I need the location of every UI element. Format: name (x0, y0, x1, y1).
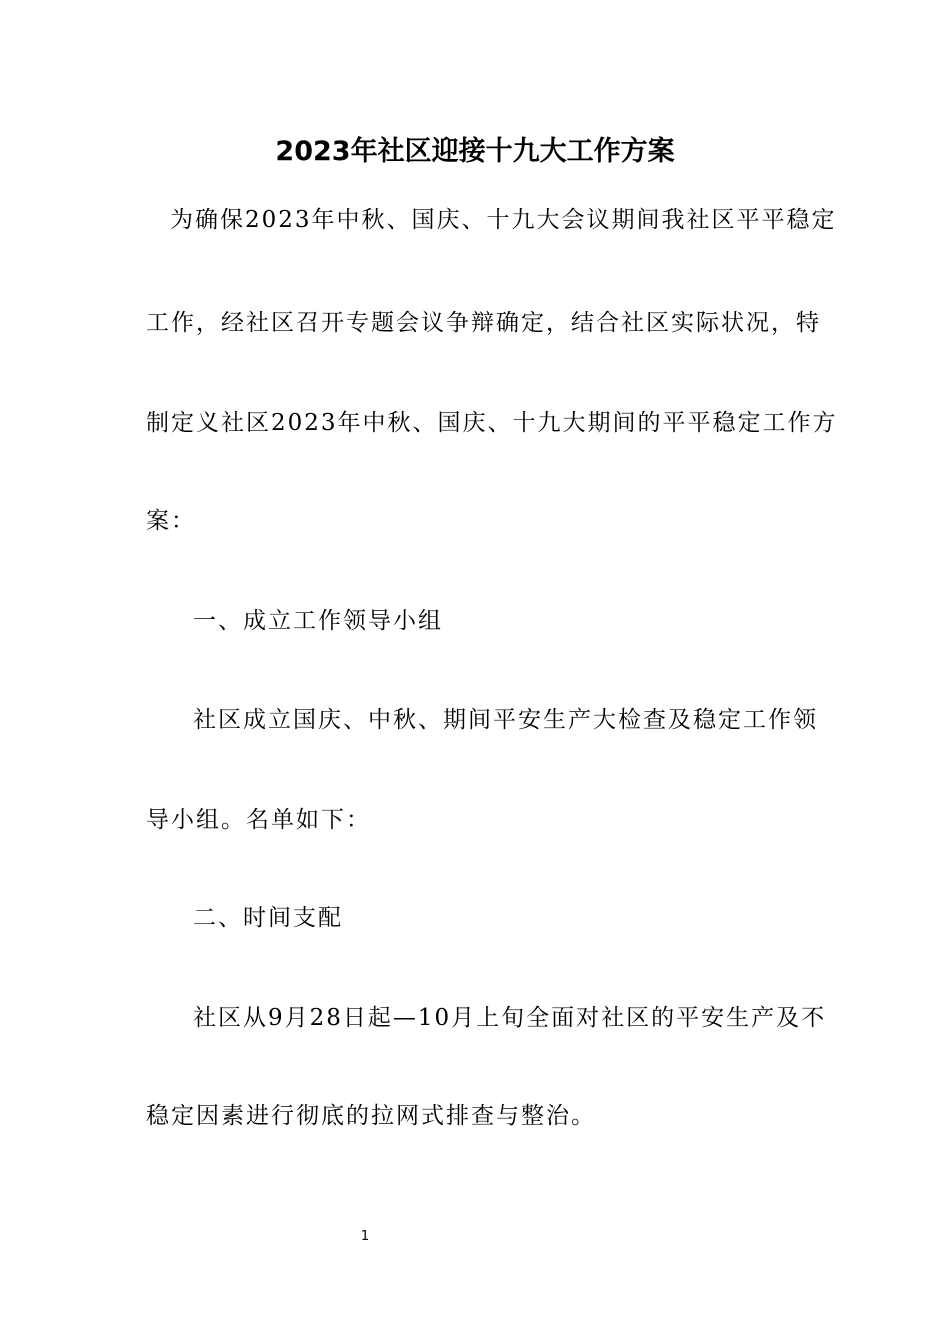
section-heading: 二、时间支配 (193, 905, 343, 931)
paragraph-line: 导小组。名单如下： (146, 807, 371, 833)
paragraph-line: 社区成立国庆、中秋、期间平安生产大检查及稳定工作领 (193, 707, 818, 733)
paragraph-line: 稳定因素进行彻底的拉网式排查与整治。 (146, 1103, 596, 1129)
section-heading: 一、成立工作领导小组 (193, 608, 443, 634)
paragraph-line: 案： (146, 508, 196, 534)
paragraph-line: 社区从9月28日起—10月上旬全面对社区的平安生产及不 (193, 1005, 827, 1031)
paragraph-line: 为确保2023年中秋、国庆、十九大会议期间我社区平平稳定 (170, 207, 837, 233)
document-title: 2023年社区迎接十九大工作方案 (275, 136, 675, 167)
paragraph-line: 工作，经社区召开专题会议争辩确定，结合社区实际状况，特 (146, 310, 821, 336)
paragraph-line: 制定义社区2023年中秋、国庆、十九大期间的平平稳定工作方 (146, 410, 838, 436)
page-number: 1 (360, 1229, 370, 1244)
